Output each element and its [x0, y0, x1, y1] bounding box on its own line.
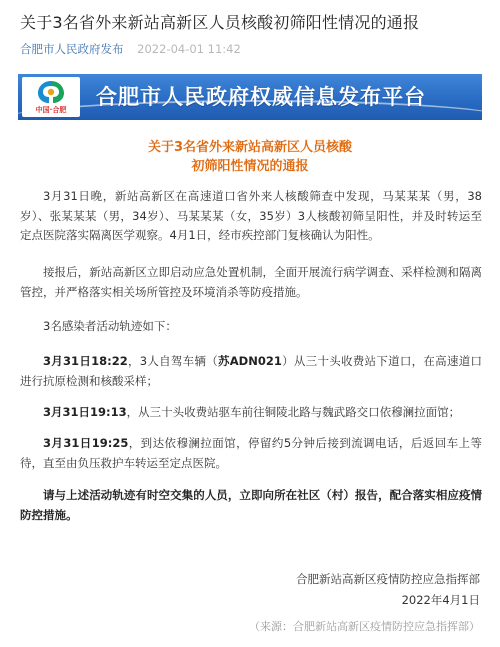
- vehicle-plate: 苏ADN021: [218, 354, 282, 368]
- notice-title-line1: 关于3名省外来新站高新区人员核酸: [147, 140, 353, 155]
- trajectory-text-3: ，到达依穆澜拉面馆，停留约5分钟后接到流调电话，后返回车上等待，直至由负压救护车转运至定点医院。: [20, 436, 482, 470]
- trajectory-time-2: 3月31日19:13: [43, 405, 127, 419]
- notice-paragraph-1: 3月31日晚，新站高新区在高速道口省外来人核酸筛查中发现，马某某某（男，38岁）、张某某某（男，34岁）、马某某某（女，35岁）3人核酸初筛呈阳性，并及时转运至定点医院落实隔离医学观察。4月1日，经市疾控部门复核确认为阳性。: [20, 189, 482, 242]
- hefei-emblem-icon: [35, 79, 67, 106]
- signature-date: 2022年4月1日: [401, 593, 480, 607]
- trajectory-text-1b: ）从三十头收费站下道口，在高速道口进行抗原检测和核酸采样；: [20, 354, 483, 388]
- banner-title: 合肥市人民政府权威信息发布平台: [96, 85, 426, 109]
- article-title: 关于3名省外来新站高新区人员核酸初筛阳性情况的通报: [20, 13, 420, 32]
- notice-paragraph-2: 接报后，新站高新区立即启动应急处置机制，全面开展流行病学调查、采样检测和隔离管控，并严格落实相关场所管控及环境消杀等防疫措施。: [20, 265, 482, 299]
- closing-paragraph: [20, 486, 482, 525]
- source-note: （来源：合肥新站高新区疫情防控应急指挥部）: [249, 620, 480, 633]
- trajectory-item-2: [20, 403, 482, 423]
- trajectory-time-3: 3月31日19:25: [43, 436, 129, 450]
- notice-paragraph-3: 3名感染者活动轨迹如下：: [43, 319, 177, 333]
- trajectory-text-1a: ，3人自驾车辆（: [127, 354, 218, 368]
- notice-title-line2: 初筛阳性情况的通报: [191, 159, 309, 174]
- hefei-logo: [22, 77, 80, 117]
- article-source-link[interactable]: 合肥市人民政府发布: [20, 42, 124, 56]
- trajectory-item-3: [20, 434, 482, 473]
- closing-text: 请与上述活动轨迹有时空交集的人员，立即向所在社区（村）报告，配合落实相应疫情防控措施。: [20, 488, 482, 522]
- info-platform-banner: [18, 74, 482, 120]
- logo-caption: 中国·合肥: [35, 106, 67, 114]
- notice-title: [0, 138, 500, 176]
- signature-org: 合肥新站高新区疫情防控应急指挥部: [296, 572, 480, 586]
- trajectory-text-2: ，从三十头收费站驱车前往铜陵北路与魏武路交口依穆澜拉面馆；: [126, 405, 461, 419]
- article-meta: [20, 41, 241, 57]
- article-timestamp: 2022-04-01 11:42: [137, 42, 241, 56]
- trajectory-item-1: [20, 352, 482, 391]
- trajectory-time-1: 3月31日18:22: [43, 354, 128, 368]
